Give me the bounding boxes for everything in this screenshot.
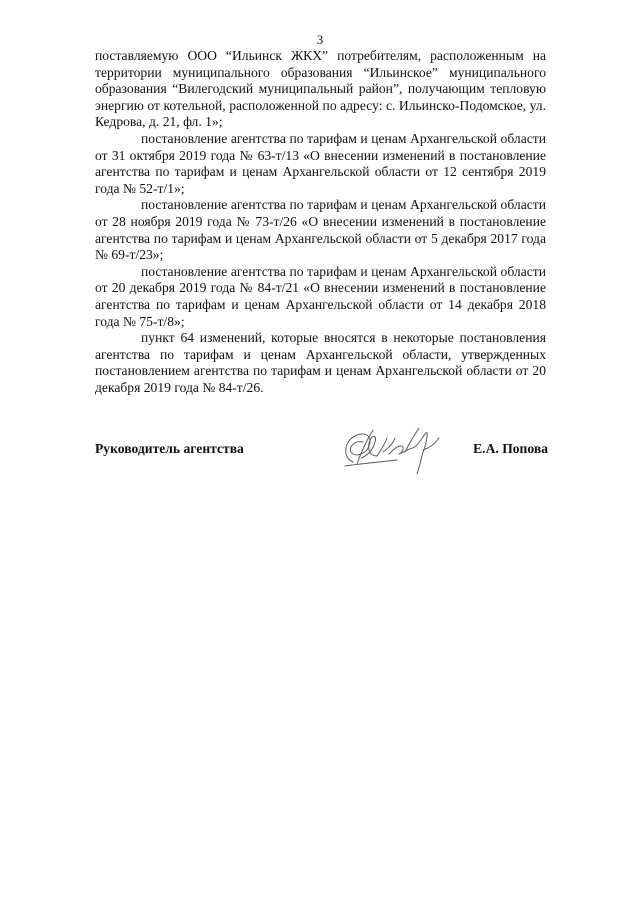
paragraph-resolution-73: постановление агентства по тарифам и ценам Архангельской области от 28 ноября 2019 года № 73-т/26 «О внесении изменений в постановление агентства по тарифам и ценам Архангельской области от 5 декабря 2017 года № 69-т/23»; <box>95 197 546 263</box>
signer-name: Е.А. Попова <box>473 441 548 456</box>
signature-block <box>95 440 548 480</box>
paragraph-item-64: пункт 64 изменений, которые вносятся в некоторые постановления агентства по тарифам и ценам Архангельской области, утвержденных постановлением агентства по тарифам и ценам Архангельской области от 20 декабря 2019 года № 84-т/26. <box>95 330 546 395</box>
paragraph-resolution-63: постановление агентства по тарифам и ценам Архангельской области от 31 октября 2019 года № 63-т/13 «О внесении изменений в постановление агентства по тарифам и ценам Архангельской области от 12 сентября 2019 года № 52-т/1»; <box>95 130 546 196</box>
paragraph-resolution-84-21: постановление агентства по тарифам и ценам Архангельской области от 20 декабря 2019 года № 84-т/21 «О внесении изменений в постановление агентства по тарифам и ценам Архангельской области от 14 декабря 2018 года № 75-т/8»; <box>95 263 546 329</box>
document-body <box>95 48 546 396</box>
paragraph-continuation: поставляемую ООО “Ильинск ЖКХ” потребителям, расположенным на территории муниципального образования “Ильинское” муниципального образования “Вилегодский муниципальный район”, получающим тепловую энергию от котельной, расположенной по адресу: с. Ильинско-Подомское, ул. Кедрова, д. 21, фл. 1»; <box>95 48 546 130</box>
handwritten-signature-icon <box>339 422 449 478</box>
page-number: 3 <box>316 32 324 47</box>
signer-title: Руководитель агентства <box>95 441 244 456</box>
